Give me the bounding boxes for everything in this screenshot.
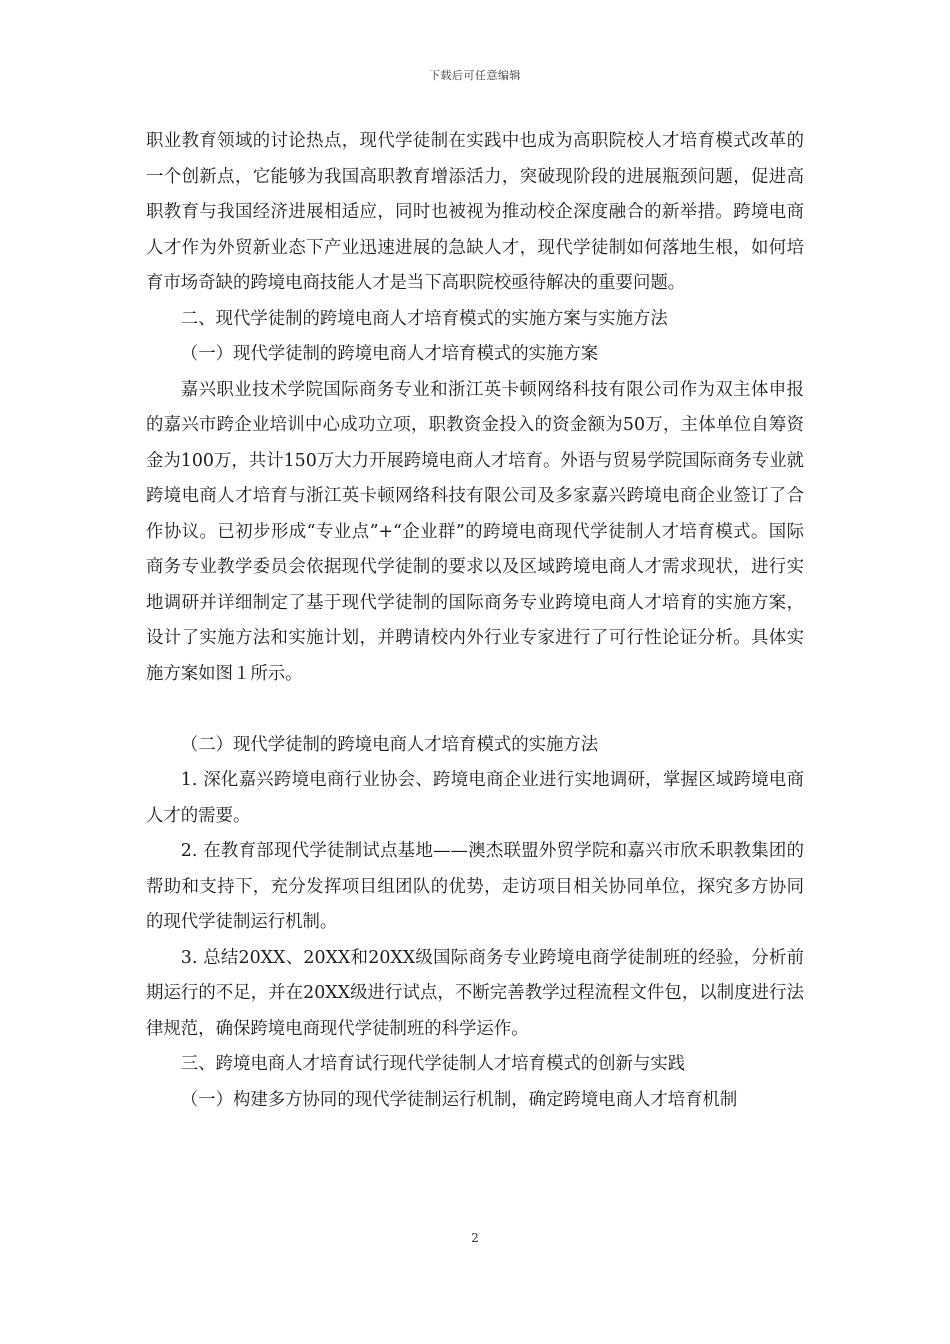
list-item-2: 2. 在教育部现代学徒制试点基地——澳杰联盟外贸学院和嘉兴市欣禾职教集团的帮助和支持下，充分发挥项目组团队的优势，走访项目相关协同单位，探究多方协同的现代学徒制运行机制。 [146, 841, 804, 932]
paragraph-implementation-plan: 嘉兴职业技术学院国际商务专业和浙江英卡顿网络科技有限公司作为双主体申报的嘉兴市跨企业培训中心成功立项，职教资金投入的资金额为50万，主体单位自筹资金为100万，共计150万大力开展跨境电商人才培育。外语与贸易学院国际商务专业就跨境电商人才培育与浙江英卡顿网络科技有限公司及多家嘉兴跨境电商企业签订了合作协议。已初步形成“专业点”+“企业群”的跨境电商现代学徒制人才培育模式。国际商务专业教学委员会依据现代学徒制的要求以及区域跨境电商人才需求现状，进行实地调研并详细制定了基于现代学徒制的国际商务专业跨境电商人才培育的实施方案，设计了实施方法和实施计划，并聘请校内外行业专家进行了可行性论证分析。具体实施方案如图１所示。 [146, 379, 804, 684]
list-item-3: 3. 总结20XX、20XX和20XX级国际商务专业跨境电商学徒制班的经验，分析前期运行的不足，并在20XX级进行试点，不断完善教学过程流程文件包，以制度进行法律规范，确保跨境电商现代学徒制班的科学运作。 [146, 947, 804, 1039]
subsection-heading-2-2: （二）现代学徒制的跨境电商人才培育模式的实施方法 [180, 734, 599, 755]
subsection-heading-2-1: （一）现代学徒制的跨境电商人才培育模式的实施方案 [180, 344, 599, 364]
paragraph-intro-continued: 职业教育领域的讨论热点，现代学徒制在实践中也成为高职院校人才培育模式改革的一个创新点，它能够为我国高职教育增添活力，突破现阶段的进展瓶颈问题，促进高职教育与我国经济进展相适应，同时也被视为推动校企深度融合的新举措。跨境电商人才作为外贸新业态下产业迅速进展的急缺人才，现代学徒制如何落地生根，如何培育市场奇缺的跨境电商技能人才是当下高职院校亟待解决的重要问题。 [146, 131, 804, 293]
list-item-1: 1. 深化嘉兴跨境电商行业协会、跨境电商企业进行实地调研，掌握区域跨境电商人才的需要。 [146, 770, 804, 826]
figure-placeholder-gap [146, 692, 804, 728]
section-heading-3: 三、跨境电商人才培育试行现代学徒制人才培育模式的创新与实践 [180, 1054, 686, 1074]
section-heading-2: 二、现代学徒制的跨境电商人才培育模式的实施方案与实施方法 [180, 308, 668, 329]
document-body [146, 124, 804, 1118]
page-number: 2 [471, 1231, 479, 1245]
page-header: 下载后可任意编辑 [429, 69, 521, 82]
subsection-heading-3-1: （一）构建多方协同的现代学徒制运行机制，确定跨境电商人才培育机制 [180, 1089, 738, 1110]
